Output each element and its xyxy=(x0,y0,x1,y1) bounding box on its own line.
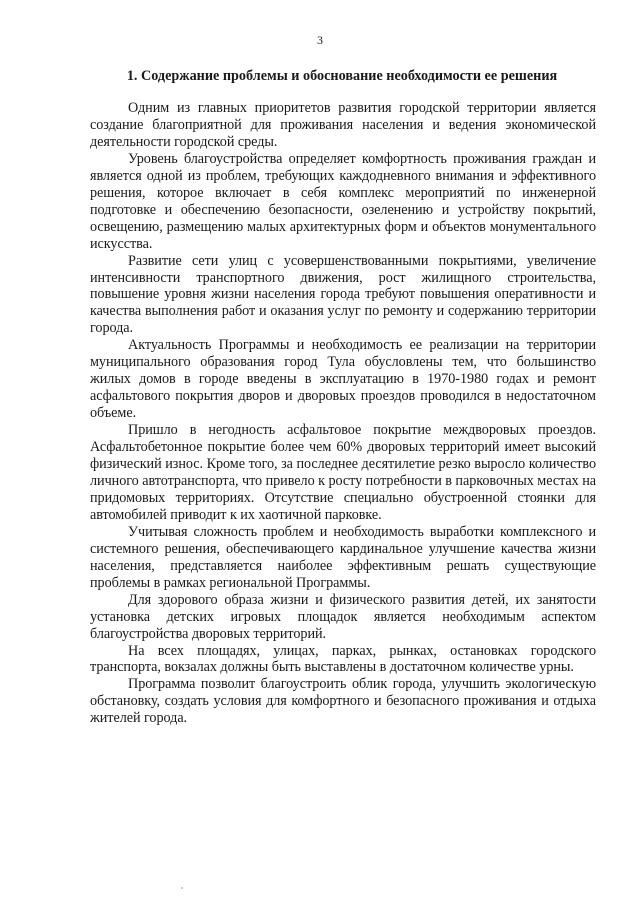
page-number: 3 xyxy=(317,33,323,47)
scan-speck xyxy=(181,887,183,889)
paragraph-3: Развитие сети улиц с усовершенствованными покрытиями, увеличение интенсивности транспортного движения, рост жилищного строительства, повышение уровня жизни населения города требуют повышения оперативности и качества выполнения работ и оказания услуг по ремонту и содержанию территории города. xyxy=(90,252,596,337)
section-heading: 1. Содержание проблемы и обоснование необходимости ее решения xyxy=(126,68,558,84)
paragraph-9: Программа позволит благоустроить облик города, улучшить экологическую обстановку, создать условия для комфортного и безопасного проживания и отдыха жителей города. xyxy=(90,676,596,727)
paragraph-7: Для здорового образа жизни и физического развития детей, их занятости установка детских игровых площадок является необходимым аспектом благоустройства дворовых территорий. xyxy=(90,591,596,642)
paragraph-8: На всех площадях, улицах, парках, рынках, остановках городского транспорта, вокзалах должны быть выставлены в достаточном количестве урны. xyxy=(90,642,596,676)
body-text xyxy=(90,100,596,727)
paragraph-1: Одним из главных приоритетов развития городской территории является создание благоприятной для проживания населения и ведения экономической деятельности городской среды. xyxy=(90,100,596,150)
paragraph-2: Уровень благоустройства определяет комфортность проживания граждан и является одной из проблем, требующих каждодневного внимания и эффективного решения, которое включает в себя комплекс мероприятий по инженерной подготовке и обеспечению безопасности, озеленению и устройству покрытий, освещению, размещению малых архитектурных форм и объектов монументального искусства. xyxy=(90,150,596,252)
paragraph-6: Учитывая сложность проблем и необходимость выработки комплексного и системного решения, обеспечивающего кардинальное улучшение качества жизни населения, представляется наиболее эффективным решать существующие проблемы в рамках региональной Программы. xyxy=(90,523,596,591)
paragraph-4: Актуальность Программы и необходимость ее реализации на территории муниципального образования город Тула обусловлены тем, что большинство жилых домов в городе введены в эксплуатацию в 1970-1980 годах и ремонт асфальтового покрытия дворов и дворовых проездов проводился в недостаточном объеме. xyxy=(90,337,596,422)
paragraph-5: Пришло в негодность асфальтовое покрытие междворовых проездов. Асфальтобетонное покрытие более чем 60% дворовых территорий имеет высокий физический износ. Кроме того, за последнее десятилетие резко выросло количество личного автотранспорта, что привело к росту потребности в парковочных местах на придомовых территориях. Отсутствие специально обустроенной стоянки для автомобилей приводит к их хаотичной парковке. xyxy=(90,422,596,523)
